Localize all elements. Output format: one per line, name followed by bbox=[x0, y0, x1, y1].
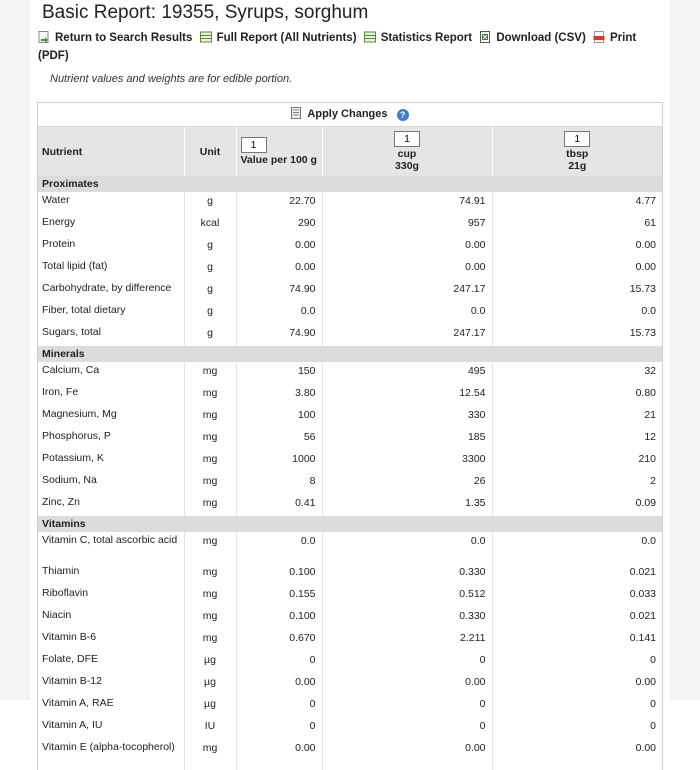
left-margin bbox=[0, 0, 30, 700]
value-cup: 247.17 bbox=[322, 280, 492, 302]
print-pdf-link-tail[interactable]: (PDF) bbox=[38, 50, 69, 62]
table-row bbox=[38, 717, 662, 739]
group-name: Proximates bbox=[38, 176, 662, 192]
value-cup: 247.17 bbox=[322, 324, 492, 346]
right-margin bbox=[670, 0, 700, 700]
value-cup: 0.0 bbox=[322, 532, 492, 563]
value-tbsp: 0 bbox=[492, 651, 662, 673]
value-per-100g: 56 bbox=[236, 428, 322, 450]
nutrient-table-body bbox=[38, 176, 662, 770]
table-row bbox=[38, 739, 662, 770]
unit-cell: µg bbox=[184, 673, 236, 695]
value-per-100g: 0 bbox=[236, 695, 322, 717]
tbsp-column-header: 1 tbsp 21g bbox=[492, 127, 662, 176]
report-links bbox=[38, 29, 658, 65]
value-per-100g: 0.00 bbox=[236, 739, 322, 770]
value-per-100g: 0.670 bbox=[236, 629, 322, 651]
table-row bbox=[38, 280, 662, 302]
statistics-report-link[interactable]: Statistics Report bbox=[364, 29, 472, 47]
apply-changes-bar bbox=[38, 103, 662, 127]
value-tbsp: 210 bbox=[492, 450, 662, 472]
unit-cell: mg bbox=[184, 739, 236, 770]
value-tbsp: 32 bbox=[492, 362, 662, 384]
value-per-100g: 74.90 bbox=[236, 324, 322, 346]
group-header-row bbox=[38, 516, 662, 532]
value-cup: 1.35 bbox=[322, 494, 492, 516]
value-tbsp: 0.033 bbox=[492, 585, 662, 607]
value-tbsp: 12 bbox=[492, 428, 662, 450]
return-to-search-link[interactable]: Return to Search Results bbox=[38, 29, 192, 47]
unit-cell: mg bbox=[184, 472, 236, 494]
apply-changes-button[interactable]: Apply Changes bbox=[291, 108, 390, 120]
unit-cell: g bbox=[184, 192, 236, 214]
nutrient-name: Vitamin E (alpha-tocopherol) bbox=[42, 741, 175, 753]
value-cup: 0.512 bbox=[322, 585, 492, 607]
pdf-file-icon bbox=[593, 31, 605, 43]
unit-cell: g bbox=[184, 280, 236, 302]
value-per-100g: 150 bbox=[236, 362, 322, 384]
value-tbsp: 0.021 bbox=[492, 563, 662, 585]
help-icon[interactable]: ? bbox=[397, 109, 409, 121]
per-100g-column-header: 1 Value per 100 g bbox=[236, 127, 322, 176]
table-row bbox=[38, 362, 662, 384]
value-per-100g: 0.100 bbox=[236, 607, 322, 629]
value-tbsp: 4.77 bbox=[492, 192, 662, 214]
value-cup: 0.00 bbox=[322, 673, 492, 695]
value-cup: 26 bbox=[322, 472, 492, 494]
unit-cell: mg bbox=[184, 607, 236, 629]
value-cup: 0.330 bbox=[322, 607, 492, 629]
unit-cell: g bbox=[184, 324, 236, 346]
unit-cell: µg bbox=[184, 651, 236, 673]
value-per-100g: 0.00 bbox=[236, 258, 322, 280]
table-row bbox=[38, 324, 662, 346]
nutrient-name: Riboflavin bbox=[42, 587, 89, 599]
nutrient-name: Vitamin A, RAE bbox=[42, 697, 114, 709]
table-row bbox=[38, 214, 662, 236]
nutrient-name: Energy bbox=[42, 216, 76, 228]
nutrient-name: Carbohydrate, by difference bbox=[42, 282, 172, 294]
full-report-link[interactable]: Full Report (All Nutrients) bbox=[200, 29, 357, 47]
table-row bbox=[38, 384, 662, 406]
per-100g-quantity-input[interactable] bbox=[241, 137, 267, 153]
value-cup: 74.91 bbox=[322, 192, 492, 214]
nutrient-name: Calcium, Ca bbox=[42, 364, 100, 376]
nutrient-column-header: Nutrient bbox=[38, 127, 184, 176]
value-tbsp: 15.73 bbox=[492, 324, 662, 346]
table-row bbox=[38, 494, 662, 516]
group-name: Minerals bbox=[38, 346, 662, 362]
unit-cell: mg bbox=[184, 450, 236, 472]
nutrient-name: Thiamin bbox=[42, 565, 80, 577]
green-arrow-page-icon bbox=[38, 31, 50, 43]
unit-cell: mg bbox=[184, 362, 236, 384]
table-row bbox=[38, 192, 662, 214]
value-cup: 3300 bbox=[322, 450, 492, 472]
value-tbsp: 0 bbox=[492, 695, 662, 717]
value-per-100g: 74.90 bbox=[236, 280, 322, 302]
unit-cell: µg bbox=[184, 695, 236, 717]
group-name: Vitamins bbox=[38, 516, 662, 532]
cup-column-header: 1 cup 330g bbox=[322, 127, 492, 176]
nutrient-name: Water bbox=[42, 194, 70, 206]
value-tbsp: 0.00 bbox=[492, 673, 662, 695]
nutrient-name: Fiber, total dietary bbox=[42, 304, 126, 316]
nutrient-table bbox=[38, 127, 662, 770]
group-header-row bbox=[38, 346, 662, 362]
value-cup: 0.00 bbox=[322, 739, 492, 770]
nutrient-name: Total lipid (fat) bbox=[42, 260, 108, 272]
table-row bbox=[38, 302, 662, 324]
table-row bbox=[38, 428, 662, 450]
value-cup: 0.330 bbox=[322, 563, 492, 585]
value-tbsp: 0.09 bbox=[492, 494, 662, 516]
value-tbsp: 0.0 bbox=[492, 302, 662, 324]
value-cup: 957 bbox=[322, 214, 492, 236]
value-tbsp: 0.0 bbox=[492, 532, 662, 563]
nutrient-name: Folate, DFE bbox=[42, 653, 99, 665]
edible-portion-note: Nutrient values and weights are for edible portion. bbox=[50, 73, 293, 85]
value-cup: 0 bbox=[322, 695, 492, 717]
unit-cell: IU bbox=[184, 717, 236, 739]
nutrient-name: Phosphorus, P bbox=[42, 430, 111, 442]
value-cup: 495 bbox=[322, 362, 492, 384]
print-pdf-link[interactable]: Print bbox=[593, 29, 636, 47]
value-cup: 0.0 bbox=[322, 302, 492, 324]
nutrient-name: Vitamin B-6 bbox=[42, 631, 97, 643]
value-cup: 0 bbox=[322, 651, 492, 673]
nutrient-name: Iron, Fe bbox=[42, 386, 79, 398]
value-tbsp: 0.00 bbox=[492, 739, 662, 770]
spreadsheet-icon bbox=[364, 31, 376, 43]
table-row bbox=[38, 258, 662, 280]
unit-cell: mg bbox=[184, 585, 236, 607]
nutrient-name: Vitamin C, total ascorbic acid bbox=[42, 534, 178, 546]
spreadsheet-icon bbox=[200, 31, 212, 43]
value-tbsp: 21 bbox=[492, 406, 662, 428]
value-tbsp: 0.00 bbox=[492, 258, 662, 280]
value-per-100g: 8 bbox=[236, 472, 322, 494]
value-tbsp: 61 bbox=[492, 214, 662, 236]
unit-cell: mg bbox=[184, 494, 236, 516]
unit-cell: mg bbox=[184, 532, 236, 563]
cup-quantity-input[interactable] bbox=[394, 131, 420, 147]
unit-cell: mg bbox=[184, 563, 236, 585]
value-cup: 0 bbox=[322, 717, 492, 739]
unit-column-header: Unit bbox=[184, 127, 236, 176]
value-tbsp: 0.021 bbox=[492, 607, 662, 629]
value-per-100g: 0.00 bbox=[236, 236, 322, 258]
nutrient-name: Vitamin A, IU bbox=[42, 719, 103, 731]
value-cup: 185 bbox=[322, 428, 492, 450]
table-row bbox=[38, 406, 662, 428]
value-per-100g: 100 bbox=[236, 406, 322, 428]
nutrient-name: Sodium, Na bbox=[42, 474, 97, 486]
value-per-100g: 0.0 bbox=[236, 302, 322, 324]
nutrient-name: Potassium, K bbox=[42, 452, 104, 464]
value-cup: 0.00 bbox=[322, 258, 492, 280]
value-per-100g: 290 bbox=[236, 214, 322, 236]
value-per-100g: 22.70 bbox=[236, 192, 322, 214]
value-tbsp: 2 bbox=[492, 472, 662, 494]
value-per-100g: 0 bbox=[236, 717, 322, 739]
nutrient-name: Sugars, total bbox=[42, 326, 101, 338]
value-per-100g: 1000 bbox=[236, 450, 322, 472]
table-header-row bbox=[38, 127, 662, 176]
unit-cell: g bbox=[184, 236, 236, 258]
table-row bbox=[38, 236, 662, 258]
unit-cell: kcal bbox=[184, 214, 236, 236]
value-tbsp: 0.80 bbox=[492, 384, 662, 406]
nutrient-table-wrapper bbox=[37, 102, 663, 770]
value-cup: 2.211 bbox=[322, 629, 492, 651]
table-row bbox=[38, 607, 662, 629]
nutrient-name: Magnesium, Mg bbox=[42, 408, 117, 420]
value-per-100g: 3.80 bbox=[236, 384, 322, 406]
table-row bbox=[38, 563, 662, 585]
page-title: Basic Report: 19355, Syrups, sorghum bbox=[42, 2, 369, 23]
nutrient-name: Protein bbox=[42, 238, 76, 250]
nutrient-name: Zinc, Zn bbox=[42, 496, 80, 508]
table-row bbox=[38, 629, 662, 651]
nutrient-name: Vitamin B-12 bbox=[42, 675, 102, 687]
group-header-row bbox=[38, 176, 662, 192]
value-tbsp: 15.73 bbox=[492, 280, 662, 302]
unit-cell: mg bbox=[184, 629, 236, 651]
table-row bbox=[38, 472, 662, 494]
value-tbsp: 0.141 bbox=[492, 629, 662, 651]
value-per-100g: 0.100 bbox=[236, 563, 322, 585]
value-cup: 12.54 bbox=[322, 384, 492, 406]
value-cup: 330 bbox=[322, 406, 492, 428]
value-tbsp: 0.00 bbox=[492, 236, 662, 258]
value-cup: 0.00 bbox=[322, 236, 492, 258]
unit-cell: g bbox=[184, 258, 236, 280]
table-row bbox=[38, 585, 662, 607]
unit-cell: g bbox=[184, 302, 236, 324]
value-per-100g: 0.0 bbox=[236, 532, 322, 563]
value-per-100g: 0.41 bbox=[236, 494, 322, 516]
document-icon bbox=[291, 107, 301, 119]
table-row bbox=[38, 532, 662, 563]
nutrient-name: Niacin bbox=[42, 609, 72, 621]
table-row bbox=[38, 450, 662, 472]
tbsp-quantity-input[interactable] bbox=[564, 131, 590, 147]
value-per-100g: 0 bbox=[236, 651, 322, 673]
table-row bbox=[38, 673, 662, 695]
unit-cell: mg bbox=[184, 428, 236, 450]
value-per-100g: 0.155 bbox=[236, 585, 322, 607]
unit-cell: mg bbox=[184, 384, 236, 406]
table-row bbox=[38, 695, 662, 717]
table-row bbox=[38, 651, 662, 673]
unit-cell: mg bbox=[184, 406, 236, 428]
csv-file-icon bbox=[479, 31, 491, 43]
download-csv-link[interactable]: Download (CSV) bbox=[479, 29, 585, 47]
value-per-100g: 0.00 bbox=[236, 673, 322, 695]
value-tbsp: 0 bbox=[492, 717, 662, 739]
